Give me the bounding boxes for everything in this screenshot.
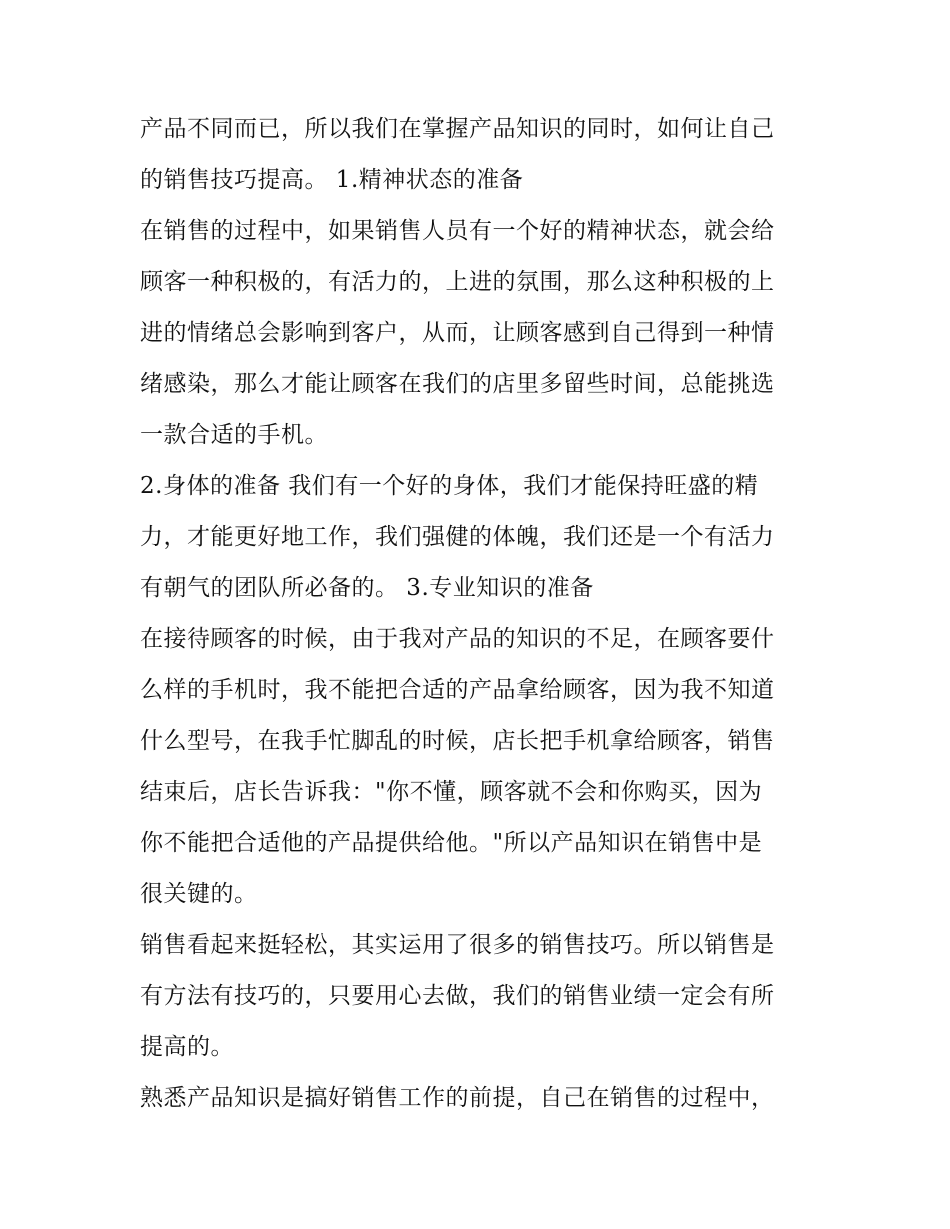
text-line: 绪感染，那么才能让顾客在我们的店里多留些时间，总能挑选 (140, 371, 775, 397)
text-line: 什么型号，在我手忙脚乱的时候，店长把手机拿给顾客，销售 (140, 728, 775, 754)
text-line: 一款合适的手机。 (140, 422, 328, 448)
text-line: 么样的手机时，我不能把合适的产品拿给顾客，因为我不知道 (140, 677, 775, 703)
text-line: 进的情绪总会影响到客户，从而，让顾客感到自己得到一种情 (140, 320, 775, 346)
text-line: 的销售技巧提高。 1.精神状态的准备 (140, 167, 524, 193)
text-line: 2.身体的准备 我们有一个好的身体，我们才能保持旺盛的精 (140, 473, 759, 499)
text-line: 产品不同而已，所以我们在掌握产品知识的同时，如何让自己 (140, 116, 775, 142)
document-body (140, 104, 820, 1124)
text-line: 结束后，店长告诉我："你不懂，顾客就不会和你购买，因为 (140, 779, 763, 805)
text-line: 很关键的。 (140, 881, 258, 907)
text-line: 在接待顾客的时候，由于我对产品的知识的不足，在顾客要什 (140, 626, 775, 652)
text-line: 销售看起来挺轻松，其实运用了很多的销售技巧。所以销售是 (140, 932, 775, 958)
text-line: 有方法有技巧的，只要用心去做，我们的销售业绩一定会有所 (140, 983, 775, 1009)
text-line: 顾客一种积极的，有活力的，上进的氛围，那么这种积极的上 (140, 269, 775, 295)
text-line: 有朝气的团队所必备的。 3.专业知识的准备 (140, 575, 594, 601)
text-line: 你不能把合适他的产品提供给他。"所以产品知识在销售中是 (140, 830, 763, 856)
text-line: 在销售的过程中，如果销售人员有一个好的精神状态，就会给 (140, 218, 775, 244)
text-line: 熟悉产品知识是搞好销售工作的前提，自己在销售的过程中， (140, 1085, 775, 1111)
text-line: 力，才能更好地工作，我们强健的体魄，我们还是一个有活力 (140, 524, 775, 550)
text-line: 提高的。 (140, 1034, 234, 1060)
